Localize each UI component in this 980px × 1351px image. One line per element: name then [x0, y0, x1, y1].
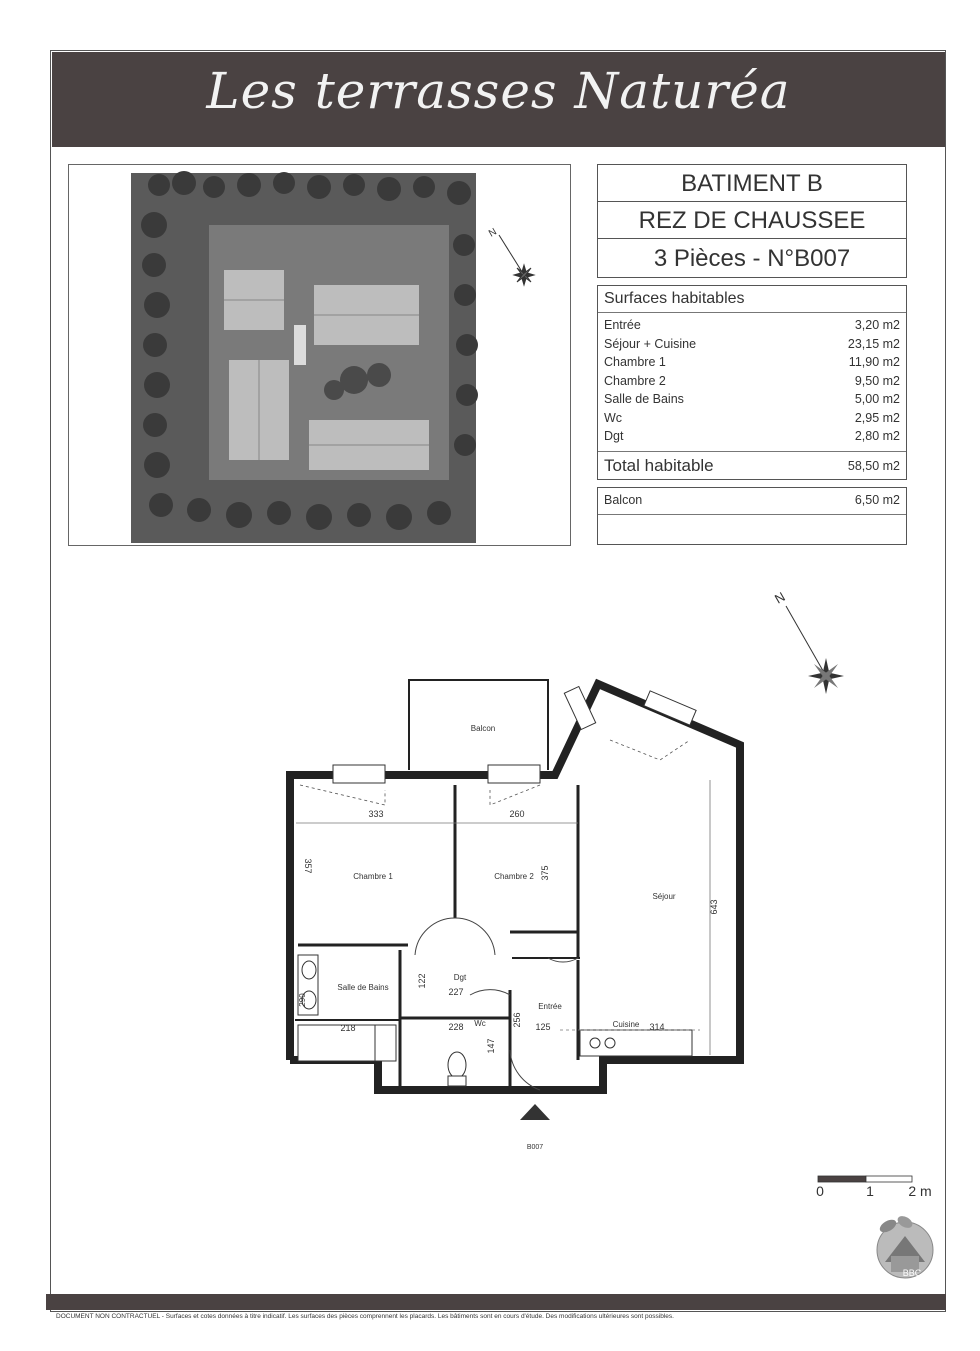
scale-tick: 2 m: [908, 1183, 932, 1199]
dim-label: 643: [709, 899, 719, 915]
dim-label: 125: [535, 1022, 551, 1032]
room-name: Chambre 2: [604, 373, 666, 388]
dim-label: 227: [448, 987, 464, 997]
room-name: Chambre 1: [604, 355, 666, 369]
room-label-balcon: Balcon: [470, 724, 496, 733]
total-value: 58,50 m2: [847, 459, 900, 473]
balcony-value: 6,50 m2: [854, 493, 900, 507]
level-label: REZ DE CHAUSSEE: [638, 207, 866, 234]
dim-label: 290: [298, 993, 307, 1007]
room-label-cuisine: Cuisine: [612, 1020, 640, 1029]
room-value: 2,80 m2: [854, 429, 900, 443]
scale-bar: [816, 1176, 932, 1199]
balcony-label: Balcon: [604, 493, 643, 507]
north-label: N: [772, 588, 788, 607]
room-value: 3,20 m2: [854, 318, 900, 332]
footer-bar: [46, 1294, 946, 1310]
room-value: 2,95 m2: [854, 410, 900, 425]
dim-label: 357: [303, 858, 313, 874]
room-label-entree: Entrée: [538, 1002, 562, 1011]
scale-tick: 0: [816, 1183, 824, 1199]
room-label-sdb: Salle de Bains: [337, 983, 389, 992]
room-name: Wc: [604, 410, 623, 425]
room-label-wc: Wc: [474, 1019, 486, 1028]
scale-tick: 1: [866, 1183, 874, 1199]
total-label: Total habitable: [604, 456, 714, 475]
surfaces-title: Surfaces habitables: [604, 290, 745, 307]
room-name: Dgt: [604, 429, 624, 443]
dim-label: 122: [417, 973, 427, 989]
room-value: 23,15 m2: [847, 336, 900, 351]
building-label: BATIMENT B: [681, 170, 823, 197]
room-name: Séjour + Cuisine: [604, 336, 697, 351]
bbc-logo: [877, 1214, 933, 1278]
room-label-sejour: Séjour: [652, 892, 676, 901]
dim-label: 256: [512, 1012, 522, 1028]
dim-label: 147: [486, 1038, 496, 1054]
room-name: Salle de Bains: [604, 392, 684, 406]
entrance-code: B007: [526, 1144, 544, 1151]
unit-label: 3 Pièces - N°B007: [653, 245, 851, 272]
bbc-logo-text: BBC: [902, 1268, 922, 1278]
room-label-chambre2: Chambre 2: [494, 872, 534, 881]
dim-label: 260: [509, 809, 525, 819]
dim-label: 314: [649, 1022, 665, 1032]
dim-label: 375: [540, 865, 550, 881]
room-label-chambre1: Chambre 1: [353, 872, 393, 881]
north-arrow: [772, 589, 844, 694]
room-value: 11,90 m2: [848, 355, 900, 369]
room-name: Entrée: [604, 318, 641, 332]
room-value: 5,00 m2: [854, 392, 900, 406]
entrance-arrow-icon: [520, 1104, 550, 1120]
room-value: 9,50 m2: [854, 373, 900, 388]
footer-disclaimer: DOCUMENT NON CONTRACTUEL - Surfaces et cotes données à titre indicatif. Les surfaces des pièces comprennent les placards. Les bâtiments sont en cours d'étude. Des modifications ultérieures sont possibles.: [56, 1313, 674, 1320]
program-title: Les terrasses Naturéa: [206, 62, 791, 120]
room-label-dgt: Dgt: [453, 973, 467, 982]
dim-label: 228: [448, 1022, 464, 1032]
dim-label: 218: [340, 1023, 356, 1033]
dim-label: 333: [368, 809, 384, 819]
site-north-label: N: [487, 226, 499, 240]
